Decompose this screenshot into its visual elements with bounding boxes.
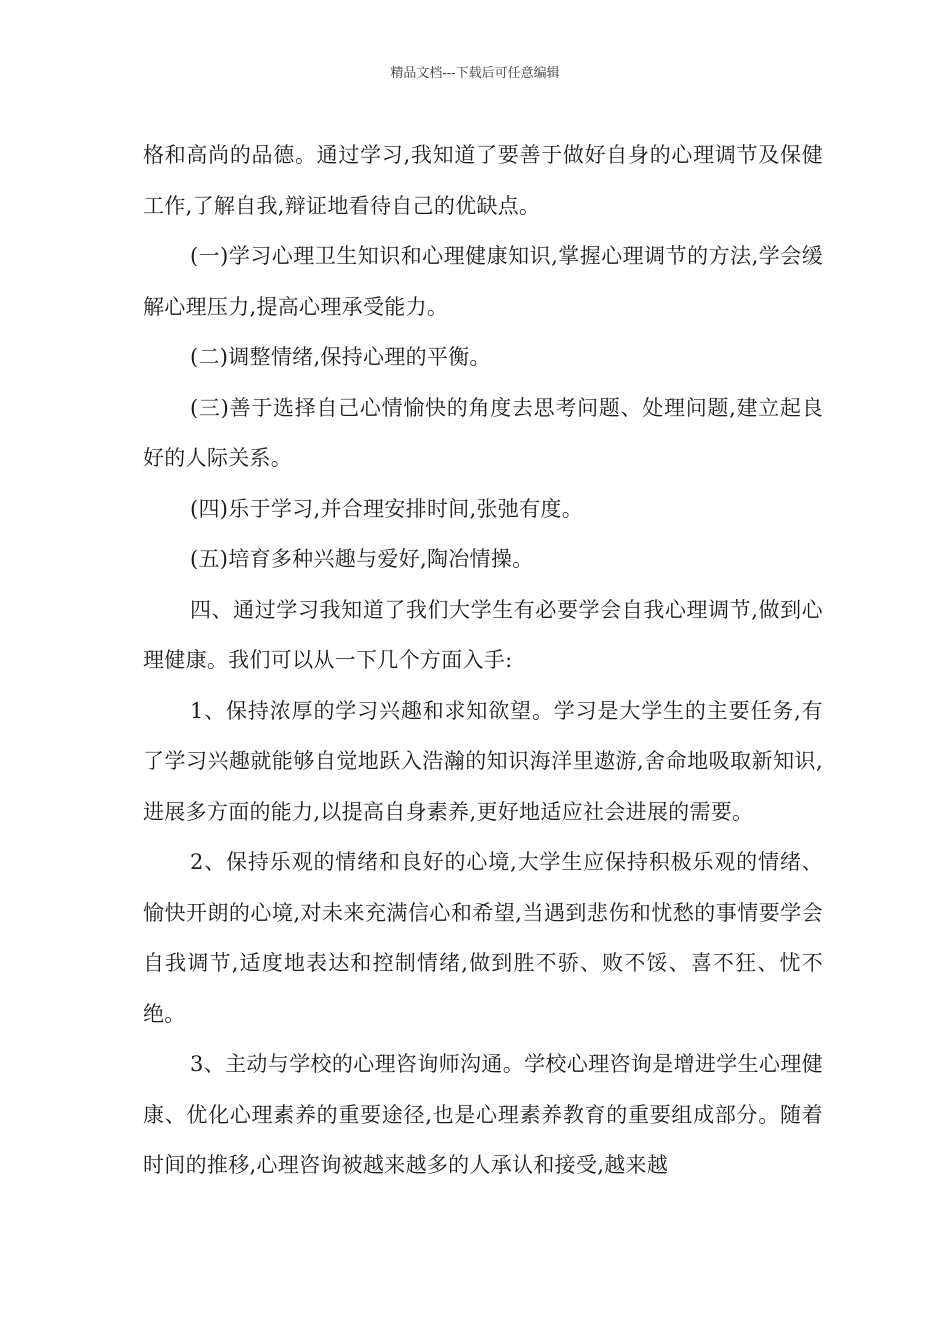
paragraph: (三)善于选择自己心情愉快的角度去思考问题、处理问题,建立起良好的人际关系。: [143, 395, 823, 470]
paragraph: (四)乐于学习,并合理安排时间,张弛有度。: [190, 496, 584, 521]
paragraph: 1、保持浓厚的学习兴趣和求知欲望。学习是大学生的主要任务,有了学习兴趣就能够自觉地跃入浩瀚的知识海洋里遨游,舍命地吸取新知识,进展多方面的能力,以提高自身素养,更好地适应社会进展的需要。: [143, 698, 823, 824]
document-body: [143, 130, 823, 1191]
paragraph: 3、主动与学校的心理咨询师沟通。学校心理咨询是增进学生心理健康、优化心理素养的重要途径,也是心理素养教育的重要组成部分。随着时间的推移,心理咨询被越来越多的人承认和接受,越来越: [143, 1052, 823, 1177]
paragraph: 2、保持乐观的情绪和良好的心境,大学生应保持积极乐观的情绪、愉快开朗的心境,对未来充满信心和希望,当遇到悲伤和忧愁的事情要学会自我调节,适度地表达和控制情绪,做到胜不骄、败不馁、喜不狂、忧不绝。: [143, 850, 823, 1026]
page-header: 精品文档---下载后可任意编辑: [390, 66, 560, 81]
paragraph: (二)调整情绪,保持心理的平衡。: [190, 345, 491, 369]
paragraph: 格和高尚的品德。通过学习,我知道了要善于做好自身的心理调节及保健工作,了解自我,辩证地看待自己的优缺点。: [143, 143, 823, 218]
paragraph: (五)培育多种兴趣与爱好,陶冶情操。: [190, 547, 534, 571]
paragraph: 四、通过学习我知道了我们大学生有必要学会自我心理调节,做到心理健康。我们可以从一下几个方面入手:: [143, 597, 823, 672]
paragraph: (一)学习心理卫生知识和心理健康知识,掌握心理调节的方法,学会缓解心理压力,提高心理承受能力。: [143, 244, 823, 319]
